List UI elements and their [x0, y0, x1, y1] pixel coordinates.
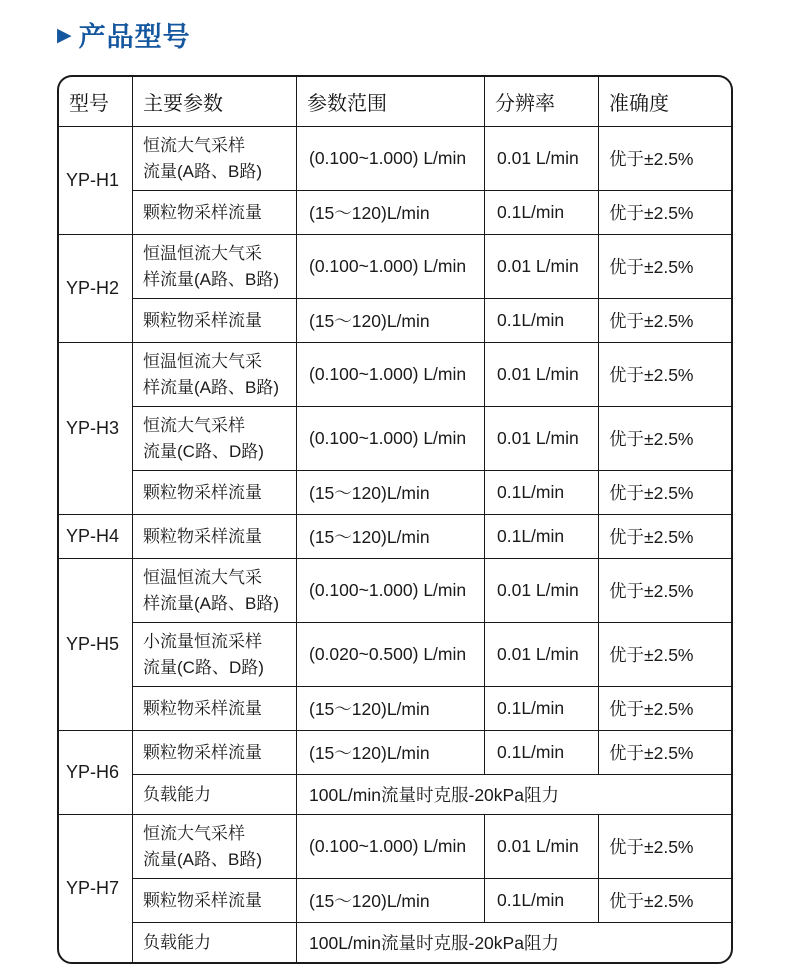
- table-row: [59, 191, 732, 235]
- accuracy-cell: 优于±2.5%: [599, 127, 732, 191]
- range-cell: (0.020~0.500) L/min: [297, 623, 485, 687]
- range-cell: (0.100~1.000) L/min: [297, 235, 485, 299]
- range-cell: (0.100~1.000) L/min: [297, 815, 485, 879]
- resolution-cell: 0.01 L/min: [485, 407, 599, 471]
- range-cell: (15～120)L/min: [297, 515, 485, 559]
- range-cell: (15～120)L/min: [297, 879, 485, 923]
- resolution-cell: 0.1L/min: [485, 191, 599, 235]
- table-row: [59, 815, 732, 879]
- title-arrow-icon: ▶: [57, 25, 73, 46]
- col-header-range: 参数范围: [297, 77, 485, 127]
- param-cell: 恒流大气采样 流量(A路、B路): [133, 815, 297, 879]
- product-spec-table: [57, 75, 733, 964]
- table-header-row: [59, 77, 732, 127]
- resolution-cell: 0.01 L/min: [485, 623, 599, 687]
- resolution-cell: 0.1L/min: [485, 687, 599, 731]
- table-row: [59, 559, 732, 623]
- table-row: [59, 623, 732, 687]
- range-cell: (15～120)L/min: [297, 191, 485, 235]
- col-header-model: 型号: [59, 77, 133, 127]
- param-cell: 颗粒物采样流量: [133, 515, 297, 559]
- model-cell: YP-H7: [59, 815, 133, 963]
- resolution-cell: 0.1L/min: [485, 299, 599, 343]
- model-cell: YP-H5: [59, 559, 133, 731]
- table-row: [59, 923, 732, 963]
- param-cell: 恒流大气采样 流量(C路、D路): [133, 407, 297, 471]
- table-row: [59, 879, 732, 923]
- accuracy-cell: 优于±2.5%: [599, 687, 732, 731]
- range-cell: (15～120)L/min: [297, 299, 485, 343]
- table-row: [59, 407, 732, 471]
- resolution-cell: 0.01 L/min: [485, 235, 599, 299]
- resolution-cell: 0.1L/min: [485, 731, 599, 775]
- resolution-cell: 0.1L/min: [485, 471, 599, 515]
- param-cell: 颗粒物采样流量: [133, 191, 297, 235]
- param-cell: 颗粒物采样流量: [133, 471, 297, 515]
- range-cell: (15～120)L/min: [297, 471, 485, 515]
- model-cell: YP-H3: [59, 343, 133, 515]
- accuracy-cell: 优于±2.5%: [599, 407, 732, 471]
- model-cell: YP-H4: [59, 515, 133, 559]
- resolution-cell: 0.1L/min: [485, 515, 599, 559]
- table-row: [59, 343, 732, 407]
- table-row: [59, 515, 732, 559]
- model-cell: YP-H6: [59, 731, 133, 815]
- accuracy-cell: 优于±2.5%: [599, 731, 732, 775]
- param-cell: 恒温恒流大气采 样流量(A路、B路): [133, 343, 297, 407]
- accuracy-cell: 优于±2.5%: [599, 623, 732, 687]
- table-row: [59, 775, 732, 815]
- accuracy-cell: 优于±2.5%: [599, 343, 732, 407]
- table-row: [59, 687, 732, 731]
- spec-table: [58, 76, 732, 963]
- param-cell: 恒温恒流大气采 样流量(A路、B路): [133, 559, 297, 623]
- model-cell: YP-H1: [59, 127, 133, 235]
- range-cell: 100L/min流量时克服-20kPa阻力: [297, 775, 732, 815]
- accuracy-cell: 优于±2.5%: [599, 471, 732, 515]
- resolution-cell: 0.01 L/min: [485, 343, 599, 407]
- param-cell: 颗粒物采样流量: [133, 299, 297, 343]
- model-cell: YP-H2: [59, 235, 133, 343]
- page-title-text: 产品型号: [78, 22, 191, 52]
- accuracy-cell: 优于±2.5%: [599, 815, 732, 879]
- param-cell: 恒温恒流大气采 样流量(A路、B路): [133, 235, 297, 299]
- col-header-accuracy: 准确度: [599, 77, 732, 127]
- table-row: [59, 471, 732, 515]
- param-cell: 颗粒物采样流量: [133, 879, 297, 923]
- resolution-cell: 0.1L/min: [485, 879, 599, 923]
- param-cell: 恒流大气采样 流量(A路、B路): [133, 127, 297, 191]
- table-row: [59, 127, 732, 191]
- accuracy-cell: 优于±2.5%: [599, 191, 732, 235]
- param-cell: 负载能力: [133, 775, 297, 815]
- range-cell: (15～120)L/min: [297, 731, 485, 775]
- range-cell: (0.100~1.000) L/min: [297, 407, 485, 471]
- range-cell: (0.100~1.000) L/min: [297, 559, 485, 623]
- accuracy-cell: 优于±2.5%: [599, 235, 732, 299]
- param-cell: 小流量恒流采样 流量(C路、D路): [133, 623, 297, 687]
- range-cell: (15～120)L/min: [297, 687, 485, 731]
- table-row: [59, 299, 732, 343]
- accuracy-cell: 优于±2.5%: [599, 879, 732, 923]
- resolution-cell: 0.01 L/min: [485, 815, 599, 879]
- accuracy-cell: 优于±2.5%: [599, 515, 732, 559]
- range-cell: (0.100~1.000) L/min: [297, 127, 485, 191]
- range-cell: 100L/min流量时克服-20kPa阻力: [297, 923, 732, 963]
- param-cell: 负载能力: [133, 923, 297, 963]
- param-cell: 颗粒物采样流量: [133, 687, 297, 731]
- range-cell: (0.100~1.000) L/min: [297, 343, 485, 407]
- col-header-param: 主要参数: [133, 77, 297, 127]
- accuracy-cell: 优于±2.5%: [599, 559, 732, 623]
- resolution-cell: 0.01 L/min: [485, 127, 599, 191]
- col-header-resolution: 分辨率: [485, 77, 599, 127]
- accuracy-cell: 优于±2.5%: [599, 299, 732, 343]
- page-title: [57, 15, 733, 54]
- param-cell: 颗粒物采样流量: [133, 731, 297, 775]
- resolution-cell: 0.01 L/min: [485, 559, 599, 623]
- table-row: [59, 235, 732, 299]
- table-row: [59, 731, 732, 775]
